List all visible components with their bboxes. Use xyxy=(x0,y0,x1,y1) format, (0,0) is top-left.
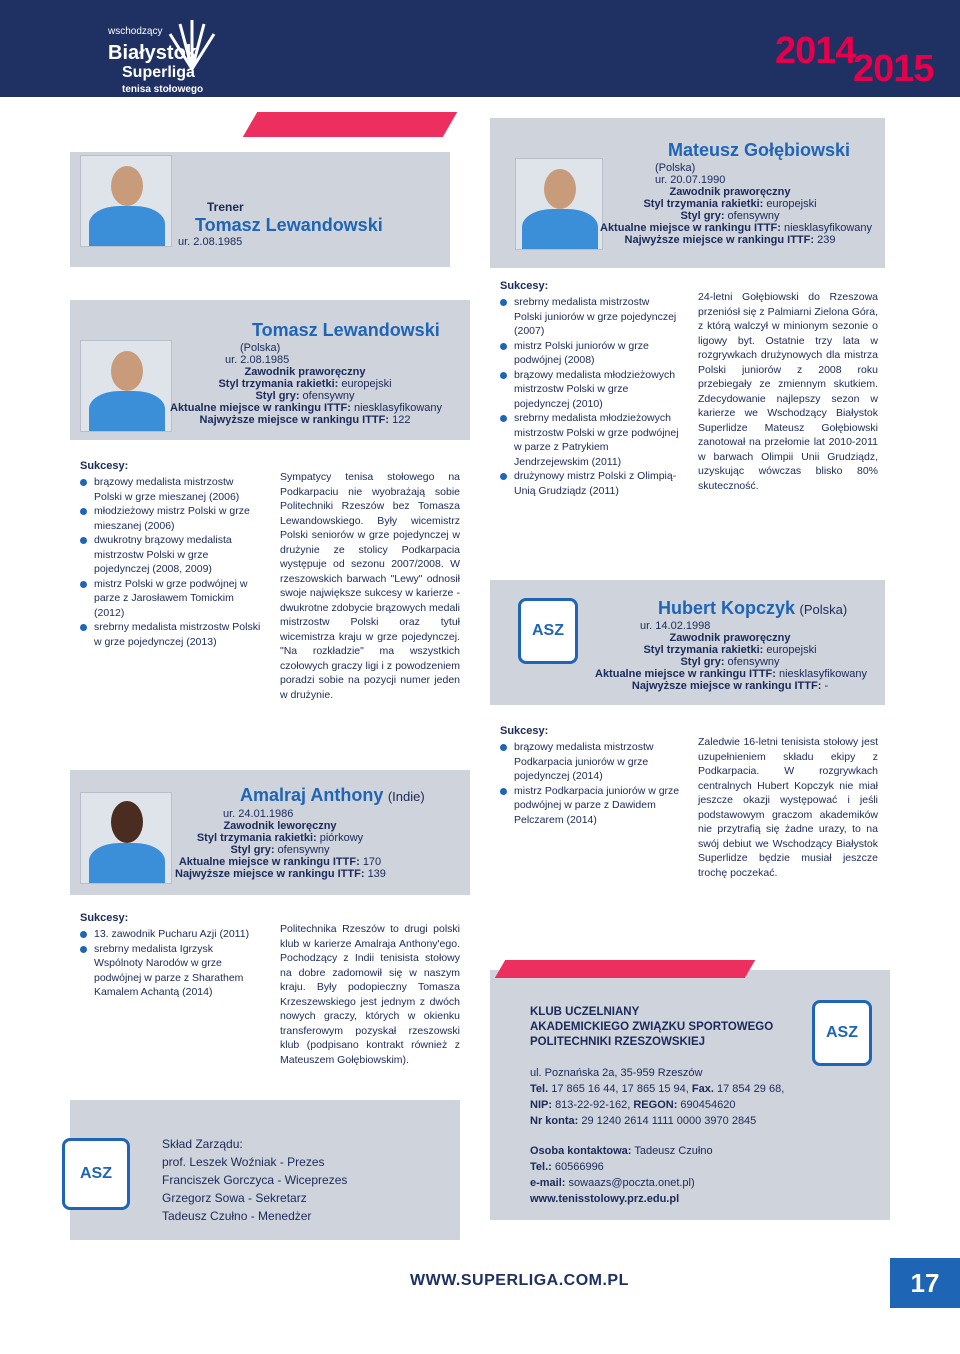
list-item: brązowy medalista mistrzostw Polski w grze mieszanej (2006) xyxy=(80,475,262,504)
style-label: Styl gry: xyxy=(230,844,275,856)
club-details xyxy=(530,1065,784,1207)
style-value: ofensywny xyxy=(727,210,780,222)
grip-label: Styl trzymania rakietki: xyxy=(643,198,764,210)
konto-value: 29 1240 2614 1111 0000 3970 2845 xyxy=(581,1115,757,1127)
style-label: Styl gry: xyxy=(680,656,725,668)
lewandowski-born: ur. 2.08.1985 xyxy=(225,354,290,366)
style-label: Styl gry: xyxy=(255,390,300,402)
golebiowski-photo xyxy=(515,158,603,250)
grip-label: Styl trzymania rakietki: xyxy=(218,378,339,390)
list-item: mistrz Polski w grze podwójnej w parze z Jarosławem Tomickim (2012) xyxy=(80,577,262,621)
trainer-name: Tomasz Lewandowski xyxy=(195,215,383,235)
golebiowski-success-title: Sukcesy: xyxy=(500,280,549,292)
board-title: Skład Zarządu: xyxy=(162,1137,243,1151)
board-member: Franciszek Gorczyca - Wiceprezes xyxy=(162,1173,348,1187)
season-year-b: 2015 xyxy=(853,48,934,90)
asz-logo-text: ASZ xyxy=(532,622,564,639)
list-item: srebrny medalista mistrzostw Polski juniorów w grze pojedynczej (2007) xyxy=(500,295,680,339)
trainer-photo xyxy=(80,155,172,247)
club-name xyxy=(530,1005,773,1050)
kopczyk-name: Hubert Kopczyk xyxy=(658,598,796,618)
lewandowski-name: Tomasz Lewandowski xyxy=(252,320,440,340)
page-number: 17 xyxy=(890,1258,960,1308)
golebiowski-hand: Zawodnik praworęczny xyxy=(669,186,791,198)
list-item: brązowy medalista mistrzostw Podkarpacia juniorów w grze pojedynczej (2014) xyxy=(500,740,682,784)
anthony-success-title: Sukcesy: xyxy=(80,912,129,924)
anthony-photo xyxy=(80,792,172,884)
list-item: srebrny medalista Igrzysk Wspólnoty Narodów w grze podwójnej w parze z Sharathem Kamalem Achantą (2014) xyxy=(80,942,262,1000)
logo-line1: wschodzący xyxy=(108,26,163,37)
best-value: 239 xyxy=(817,234,836,246)
board-member: prof. Leszek Woźniak - Prezes xyxy=(162,1155,325,1169)
list-item: mistrz Podkarpacia juniorów w grze podwójnej w parze z Dawidem Pelczarem (2014) xyxy=(500,784,682,828)
fax-value: 17 854 29 68, xyxy=(716,1083,785,1095)
style-value: ofensywny xyxy=(302,390,355,402)
anthony-name: Amalraj Anthony xyxy=(240,785,384,805)
kopczyk-success-list xyxy=(500,740,682,827)
grip-label: Styl trzymania rakietki: xyxy=(196,832,317,844)
golebiowski-bio: 24-letni Gołębiowski do Rzeszowa przeniósł się z Palmiarni Zielona Góra, z którą walczył w minionym sezonie o ligowy byt. Ostatnie trzy lata w rozgrywkach drużynowych dla mistrza Polski juniorów z 2008 roku przebiegały ze zmiennym skutkiem. Zdecydowanie najlepszy sezon w karierze we Wschodzący Białystok Superlidze Mateusz Gołębiowski zanotował na przełomie lat 2010-2011 w barwach Olimpii Unii Grudziądz, uzyskując wówczas blisko 80% skuteczność. xyxy=(698,291,878,492)
list-item: dwukrotny brązowy medalista mistrzostw Polski w grze pojedynczej (2008, 2009) xyxy=(80,533,262,577)
trainer-role: Trener xyxy=(207,200,244,214)
anthony-country: (Indie) xyxy=(387,789,425,804)
golebiowski-info xyxy=(600,162,873,246)
rank-value: 170 xyxy=(362,856,382,868)
logo-line3: Superliga xyxy=(122,64,195,81)
board-member: Tadeusz Czułno - Menedżer xyxy=(162,1209,312,1223)
regon-value: 690454620 xyxy=(680,1099,736,1111)
lewandowski-info xyxy=(170,342,443,426)
club-website-link[interactable]: www.tenisstolowy.prz.edu.pl xyxy=(530,1193,680,1205)
rank-label: Aktualne miejsce w rankingu ITTF: xyxy=(178,856,360,868)
anthony-heading xyxy=(240,785,425,806)
tel-label: Tel. xyxy=(530,1083,549,1095)
trainer-born: ur. 2.08.1985 xyxy=(178,236,243,248)
asz-logo-text: ASZ xyxy=(826,1024,858,1041)
tel2-value: 60566996 xyxy=(554,1161,604,1173)
kopczyk-country: (Polska) xyxy=(799,602,848,617)
logo-line2: Białystok xyxy=(108,42,197,64)
lewandowski-country: (Polska) xyxy=(240,342,281,354)
superliga-logo xyxy=(100,12,230,95)
best-value: - xyxy=(824,680,829,692)
list-item: młodzieżowy mistrz Polski w grze mieszanej (2006) xyxy=(80,504,262,533)
anthony-info xyxy=(175,808,385,880)
kopczyk-success-title: Sukcesy: xyxy=(500,725,549,737)
best-label: Najwyższe miejsce w rankingu ITTF: xyxy=(199,414,390,426)
footer-url[interactable]: WWW.SUPERLIGA.COM.PL xyxy=(410,1272,629,1289)
club-name-line1: KLUB UCZELNIANY xyxy=(530,1006,640,1018)
rank-label: Aktualne miejsce w rankingu ITTF: xyxy=(595,668,776,680)
rank-label: Aktualne miejsce w rankingu ITTF: xyxy=(170,402,351,414)
konto-label: Nr konta: xyxy=(530,1115,579,1127)
best-value: 122 xyxy=(392,414,411,426)
style-value: ofensywny xyxy=(277,844,330,856)
golebiowski-success-list xyxy=(500,295,680,498)
board-member: Grzegorz Sowa - Sekretarz xyxy=(162,1191,307,1205)
lewandowski-success-title: Sukcesy: xyxy=(80,460,129,472)
best-label: Najwyższe miejsce w rankingu ITTF: xyxy=(624,234,815,246)
grip-value: europejski xyxy=(766,198,817,210)
pink-stripe-top xyxy=(243,112,457,137)
tel-value: 17 865 16 44, 17 865 15 94, xyxy=(551,1083,689,1095)
list-item: srebrny medalista mistrzostw Polski w grze pojedynczej (2013) xyxy=(80,620,262,649)
list-item: 13. zawodnik Pucharu Azji (2011) xyxy=(80,927,262,942)
email-label: e-mail: xyxy=(530,1177,566,1189)
anthony-bio: Politechnika Rzeszów to drugi polski klub w karierze Amalraja Anthony'ego. Pochodzący z Indii tenisista stołowy na dobre zadomowił się w naszym kraju. Były podopieczny Tomasza Krzeszewskiego jest jednym z dwóch nowych graczy, których w okienku transferowym pozyskał rzeszowski klub (podpisano kontrakt również z Mateuszem Gołębiowskim). xyxy=(280,923,460,1066)
list-item: brązowy medalista młodzieżowych mistrzostw Polski w grze pojedynczej (2010) xyxy=(500,368,680,412)
grip-label: Styl trzymania rakietki: xyxy=(643,644,764,656)
kopczyk-hand: Zawodnik praworęczny xyxy=(669,632,791,644)
kopczyk-info xyxy=(595,620,868,692)
kopczyk-heading xyxy=(658,598,847,619)
best-value: 139 xyxy=(367,868,386,880)
asz-logo-board xyxy=(62,1138,130,1210)
anthony-success-list xyxy=(80,927,262,1000)
regon-label: REGON: xyxy=(633,1099,678,1111)
rank-value: niesklasyfikowany xyxy=(779,668,868,680)
season-label xyxy=(775,30,934,90)
rank-value: niesklasyfikowany xyxy=(784,222,873,234)
tel2-label: Tel.: xyxy=(530,1161,552,1173)
best-label: Najwyższe miejsce w rankingu ITTF: xyxy=(631,680,822,692)
style-label: Styl gry: xyxy=(680,210,725,222)
lewandowski-hand: Zawodnik praworęczny xyxy=(244,366,366,378)
rank-value: niesklasyfikowany xyxy=(354,402,443,414)
season-year-a: 2014 xyxy=(775,30,856,72)
logo-line4: tenisa stołowego xyxy=(122,84,204,95)
kopczyk-born: ur. 14.02.1998 xyxy=(640,620,711,632)
golebiowski-name: Mateusz Gołębiowski xyxy=(668,140,851,160)
grip-value: europejski xyxy=(341,378,392,390)
fax-label: Fax. xyxy=(691,1083,714,1095)
club-name-line3: POLITECHNIKI RZESZOWSKIEJ xyxy=(530,1036,706,1048)
club-address: ul. Poznańska 2a, 35-959 Rzeszów xyxy=(530,1067,703,1079)
asz-logo-club xyxy=(812,1000,872,1066)
grip-value: piórkowy xyxy=(319,832,364,844)
grip-value: europejski xyxy=(766,644,817,656)
lewandowski-success-list xyxy=(80,475,262,649)
lewandowski-bio: Sympatycy tenisa stołowego na Podkarpaciu nie wyobrażają sobie Politechniki Rzeszów bez Tomasza Lewandowskiego. Były wicemistrz Polski seniorów w grze pojedynczej w drużynie ze stolicy Podkarpacia występuje od sezonu 2007/2008. W rzeszowskich barwach "Lewy" odnosił swoje największe sukcesy w karierze - dwukrotne zdobycie brązowych medali mistrzostw Polski oraz tytuł wicemistrza kraju w grze pojedynczej. "Na rozkładzie" ma wszystkich czołowych graczy ligi i z powodzeniem poradzi sobie na pozycji numer jeden w drużynie. xyxy=(280,471,460,701)
club-name-line2: AKADEMICKIEGO ZWIĄZKU SPORTOWEGO xyxy=(530,1021,774,1033)
pink-stripe-club xyxy=(495,960,755,978)
kopczyk-bio: Zaledwie 16-letni tenisista stołowy jest uzupełnieniem składu ekipy z Podkarpacia. W rozgrywkach centralnych Hubert Kopczyk nie miał jeszcze okazji występować i jeśli podstawowym graczom akademików nie przytrafią się żadne urazy, to na swój debiut we Wschodzący Białystok Superlidze będzie musiał jeszcze trochę poczekać. xyxy=(698,736,878,879)
best-label: Najwyższe miejsce w rankingu ITTF: xyxy=(175,868,365,880)
list-item: drużynowy mistrz Polski z Olimpią-Unią Grudziądz (2011) xyxy=(500,469,680,498)
golebiowski-country: (Polska) xyxy=(655,162,696,174)
contact-label: Osoba kontaktowa: xyxy=(530,1145,632,1157)
asz-logo-kopczyk xyxy=(518,598,578,664)
email-value[interactable]: sowaazs@poczta.onet.pl) xyxy=(568,1177,695,1189)
asz-logo-text: ASZ xyxy=(80,1165,112,1182)
nip-label: NIP: xyxy=(530,1099,552,1111)
lewandowski-photo xyxy=(80,340,172,432)
anthony-born: ur. 24.01.1986 xyxy=(223,808,294,820)
anthony-hand: Zawodnik leworęczny xyxy=(223,820,337,832)
nip-value: 813-22-92-162, xyxy=(555,1099,631,1111)
board-list xyxy=(162,1135,347,1225)
list-item: mistrz Polski juniorów w grze podwójnej (2008) xyxy=(500,339,680,368)
list-item: srebrny medalista młodzieżowych mistrzostw Polski w grze podwójnej w parze z Patrykiem Jendrzejewskim (2011) xyxy=(500,411,680,469)
golebiowski-born: ur. 20.07.1990 xyxy=(655,174,726,186)
contact-value: Tadeusz Czułno xyxy=(634,1145,713,1157)
rank-label: Aktualne miejsce w rankingu ITTF: xyxy=(600,222,781,234)
style-value: ofensywny xyxy=(727,656,780,668)
